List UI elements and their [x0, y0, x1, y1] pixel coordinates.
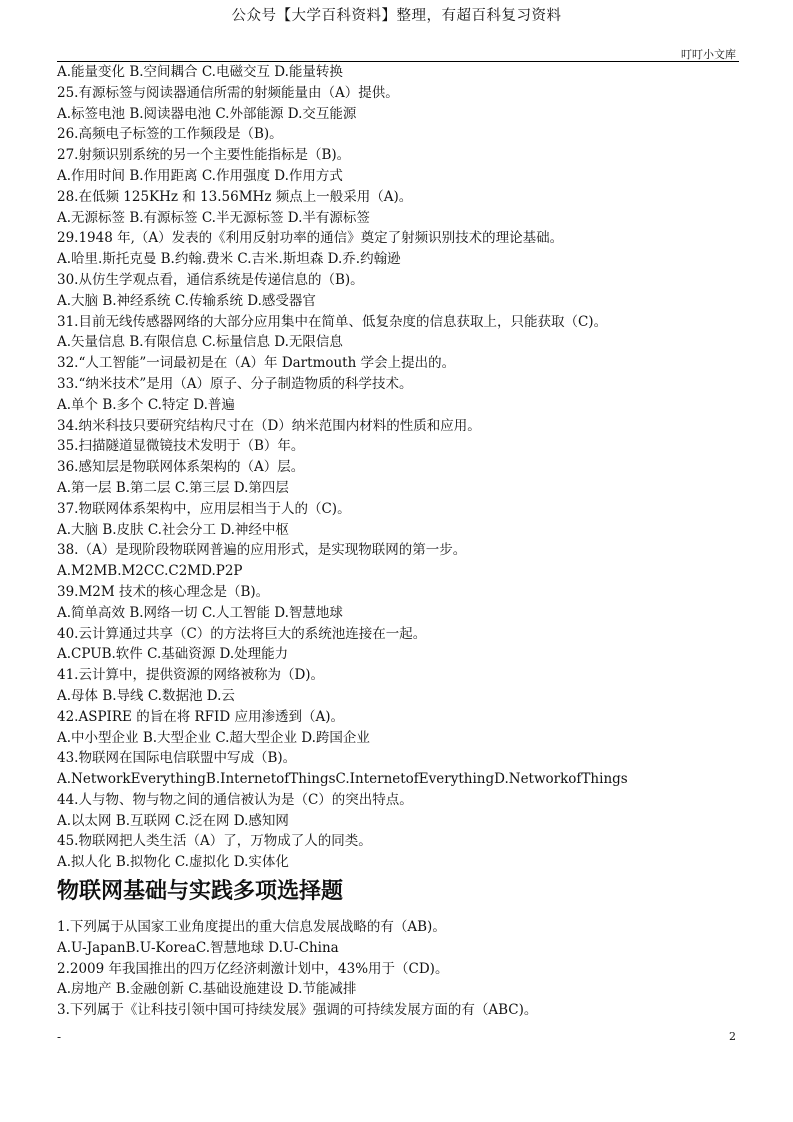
text-line: 42.ASPIRE 的旨在将 RFID 应用渗透到（A)。 [57, 708, 344, 725]
text-line: 41.云计算中，提供资源的网络被称为（D)。 [57, 667, 325, 684]
footer-dash: - [57, 1030, 62, 1044]
document-body [57, 62, 747, 1021]
text-line: 1.下列属于从国家工业角度提出的重大信息发展战略的有（AB)。 [57, 919, 446, 936]
text-line: A.拟人化 B.拟物化 C.虚拟化 D.实体化 [57, 854, 289, 871]
text-line: A.标签电池 B.阅读器电池 C.外部能源 D.交互能源 [57, 105, 357, 122]
text-line: 33.“纳米技术”是用（A）原子、分子制造物质的科学技术。 [57, 375, 413, 392]
text-line: 43.物联网在国际电信联盟中写成（B)。 [57, 750, 297, 767]
text-line: 34.纳米科技只要研究结构尺寸在（D）纳米范围内材料的性质和应用。 [57, 417, 481, 434]
text-line: 44.人与物、物与物之间的通信被认为是（C）的突出特点。 [57, 791, 413, 808]
text-line: A.哈里.斯托克曼 B.约翰.费米 C.吉米.斯坦森 D.乔.约翰逊 [57, 251, 401, 268]
page-number: 2 [729, 1030, 736, 1043]
text-line: A.大脑 B.皮肤 C.社会分工 D.神经中枢 [57, 521, 289, 538]
text-line: A.能量变化 B.空间耦合 C.电磁交互 D.能量转换 [57, 64, 343, 80]
text-line: A.U-JapanB.U-KoreaC.智慧地球 D.U-China [57, 939, 339, 956]
text-line: 39.M2M 技术的核心理念是（B)。 [57, 583, 270, 600]
text-line: 25.有源标签与阅读器通信所需的射频能量由（A）提供。 [57, 84, 399, 101]
text-line: A.以太网 B.互联网 C.泛在网 D.感知网 [57, 812, 289, 829]
text-line: 38.（A）是现阶段物联网普遍的应用形式，是实现物联网的第一步。 [57, 542, 467, 559]
text-line: 45.物联网把人类生活（A）了，万物成了人的同类。 [57, 833, 372, 850]
text-line: 40.云计算通过共享（C）的方法将巨大的系统池连接在一起。 [57, 625, 427, 642]
text-line: A.作用时间 B.作用距离 C.作用强度 D.作用方式 [57, 167, 343, 184]
text-line: 3.下列属于《让科技引领中国可持续发展》强调的可持续发展方面的有（ABC)。 [57, 1002, 538, 1019]
text-line: 30.从仿生学观点看，通信系统是传递信息的（B)。 [57, 271, 364, 288]
brand-label: 叮叮小文库 [681, 48, 736, 61]
text-line: 32.“人工智能”一词最初是在（A）年 Dartmouth 学会上提出的。 [57, 355, 456, 372]
text-line: A.M2MB.M2CC.C2MD.P2P [57, 563, 243, 580]
text-line: 37.物联网体系架构中，应用层相当于人的（C)。 [57, 500, 351, 517]
text-line: 2.2009 年我国推出的四万亿经济刺激计划中，43%用于（CD)。 [57, 960, 449, 977]
text-line: A.大脑 B.神经系统 C.传输系统 D.感受器官 [57, 292, 316, 309]
text-line: A.无源标签 B.有源标签 C.半无源标签 D.半有源标签 [57, 209, 370, 226]
question-list-single-choice [57, 62, 747, 873]
text-line: 27.射频识别系统的另一个主要性能指标是（B)。 [57, 147, 351, 164]
question-list-multi-choice [57, 917, 747, 1021]
text-line: A.第一层 B.第二层 C.第三层 D.第四层 [57, 479, 289, 496]
text-line: A.矢量信息 B.有限信息 C.标量信息 D.无限信息 [57, 334, 343, 351]
text-line: 29.1948 年,（A）发表的《利用反射功率的通信》奠定了射频识别技术的理论基础。 [57, 230, 564, 247]
text-line: A.CPUB.软件 C.基础资源 D.处理能力 [57, 646, 289, 663]
header-banner: 公众号【大学百科资料】整理，有超百科复习资料 [231, 8, 562, 24]
section-title: 物联网基础与实践多项选择题 [57, 879, 344, 905]
text-line: A.简单高效 B.网络一切 C.人工智能 D.智慧地球 [57, 604, 343, 621]
text-line: A.中小型企业 B.大型企业 C.超大型企业 D.跨国企业 [57, 729, 370, 746]
text-line: A.房地产 B.金融创新 C.基础设施建设 D.节能减排 [57, 981, 357, 998]
text-line: 26.高频电子标签的工作频段是（B)。 [57, 126, 283, 143]
text-line: 28.在低频 125KHz 和 13.56MHz 频点上一般采用（A)。 [57, 188, 413, 205]
text-line: 35.扫描隧道显微镜技术发明于（B）年。 [57, 438, 305, 455]
text-line: A.NetworkEverythingB.InternetofThingsC.InternetofEverythingD.NetworkofThings [57, 771, 628, 788]
text-line: A.单个 B.多个 C.特定 D.普遍 [57, 396, 235, 413]
text-line: 31.目前无线传感器网络的大部分应用集中在简单、低复杂度的信息获取上，只能获取（C)。 [57, 313, 608, 330]
text-line: 36.感知层是物联网体系架构的（A）层。 [57, 459, 305, 476]
text-line: A.母体 B.导线 C.数据池 D.云 [57, 687, 235, 704]
